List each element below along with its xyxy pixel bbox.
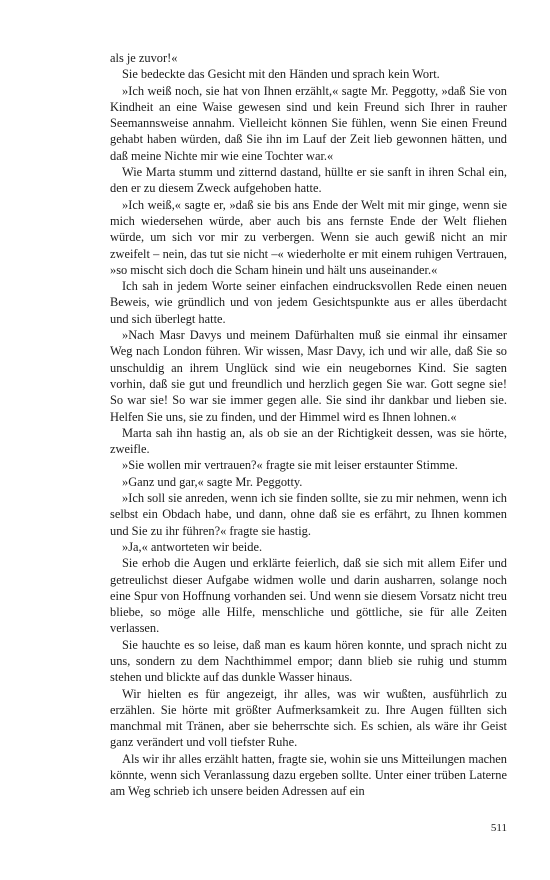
paragraph: »Ich soll sie anreden, wenn ich sie finden sollte, sie zu mir nehmen, wenn ich selbst ein Obdach habe, und dann, ohne daß sie es erfährt, zu Ihnen kommen und Sie zu ihr führen?« fragte sie hastig. [110,491,507,538]
paragraph: »Nach Masr Davys und meinem Dafürhalten muß sie einmal ihr einsamer Weg nach London führen. Wir wissen, Masr Davy, ich und wir alle, daß Sie so unschuldig an ihrem Unglück sind wie ein neugebornes Kind. Sie sagten vorhin, daß sie gut und freundlich und herzlich gegen Sie war. Gott segne sie! So war sie! So war sie immer gegen alle. Sie sind ihr dankbar und lieben sie. Helfen Sie uns, sie zu finden, und der Himmel wird es Ihnen lohnen.« [110,328,507,424]
page-body [110,50,507,800]
paragraph: »Ich weiß,« sagte er, »daß sie bis ans Ende der Welt mit mir ginge, wenn sie mich wiedersehen würde, aber auch bis ans fernste Ende der Welt fliehen würde, um sich vor mir zu verbergen. Wenn sie auch gewiß nicht an mir zweifelt – nein, das tut sie nicht –« wiederholte er mit einem ruhigen Vertrauen, »so mischt sich doch die Scham hinein und hält uns auseinander.« [110,197,507,277]
paragraph: Sie bedeckte das Gesicht mit den Händen und sprach kein Wort. [122,67,440,82]
paragraph: Sie hauchte es so leise, daß man es kaum hören konnte, und sprach nicht zu uns, sondern zu dem Nachthimmel empor; dann blieb sie ruhig und stumm stehen und blickte auf das dunkle Wasser hinaus. [110,637,507,685]
paragraph: als je zuvor!« [110,51,178,65]
paragraph: »Ich weiß noch, sie hat von Ihnen erzählt,« sagte Mr. Peggotty, »daß Sie von Kindheit an eine Waise gewesen sind und kein Freund sich Ihrer in rauher Seemannsweise annahm. Vielleicht können Sie fühlen, wenn Sie einen Freund gehabt haben würden, daß Sie ihn im Lauf der Zeit lieb gewonnen hätten, und daß meine Nichte mir wie eine Tochter war.« [110,83,507,163]
paragraph: »Ja,« antworteten wir beide. [122,539,263,554]
paragraph: Ich sah in jedem Worte seiner einfachen eindrucksvollen Rede einen neuen Beweis, wie gründlich und von jedem Gesichtspunkte aus er alles überdacht und sich überlegt hatte. [110,279,507,326]
paragraph: Wie Marta stumm und zitternd dastand, hüllte er sie sanft in ihren Schal ein, den er zu diesem Zweck aufgehoben hatte. [110,165,507,196]
paragraph: Als wir ihr alles erzählt hatten, fragte sie, wohin sie uns Mitteilungen machen könnte, wenn sich Veranlassung dazu ergeben sollte. Unter einer trüben Laterne am Weg schrieb ich unsere beiden Adressen auf ein [110,751,507,799]
paragraph: Wir hielten es für angezeigt, ihr alles, was wir wußten, ausführlich zu erzählen. Sie hörte mit größter Aufmerksamkeit zu. Ihre Augen füllten sich manchmal mit Tränen, aber sie beherrschte sich. Es schien, als wäre ihr Geist ganz verändert und voll tiefster Ruhe. [110,686,507,750]
paragraph: Marta sah ihn hastig an, als ob sie an der Richtigkeit dessen, was sie hörte, zweifle. [110,425,507,457]
paragraph: »Sie wollen mir vertrauen?« fragte sie mit leiser erstaunter Stimme. [122,458,458,473]
paragraph: »Ganz und gar,« sagte Mr. Peggotty. [122,474,303,489]
paragraph: Sie erhob die Augen und erklärte feierlich, daß sie sich mit allem Eifer und getreulichst dieser Aufgabe widmen wolle und darin ausharren, solange noch eine Spur von Hoffnung vorhanden sei. Und wenn sie diesem Vorsatz nicht treu bliebe, so möge alle Hilfe, menschliche und göttliche, sie für alle Zeiten verlassen. [110,556,507,636]
page-number: 511 [490,822,507,834]
